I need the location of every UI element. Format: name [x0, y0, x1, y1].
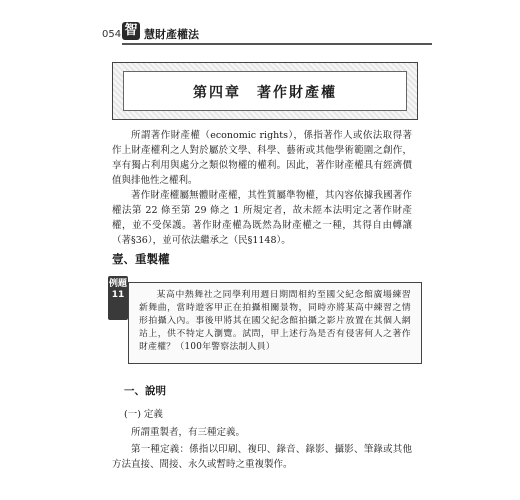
example-body — [128, 282, 422, 364]
example-tab-label: 例題11 — [108, 276, 128, 320]
page-number: 054 — [102, 29, 122, 40]
header-divider — [122, 43, 432, 45]
chapter-title-box — [123, 71, 407, 111]
chapter-title-frame — [112, 62, 418, 120]
explanation-heading: 一、說明 — [124, 385, 166, 397]
definition-subheading: (一) 定義 — [124, 409, 163, 420]
definition-line: 所謂重製者，有三種定義。 — [131, 427, 246, 438]
nature-paragraph: 著作財產權屬無體財產權，其性質屬準物權，其內容依據我國著作權法第 22 條至第 29 條之 1 所規定者，故未經本法明定之著作財產權，並不受保護。著作財產權為既然為財產權之一種，其得自由轉讓（著§36），並可依法繼承之（民§1148）。 — [112, 190, 412, 246]
intro-paragraph: 所謂著作財產權（economic rights），係指著作人或依法取得著作上財產權利之人對於屬於文學、科學、藝術或其他學術範圍之創作，享有獨占利用與處分之類似物權的權利。因此，著作財產權具有經濟價值與排他性之權利。 — [112, 130, 412, 186]
definition-line: 第一種定義：係指以印刷、複印、錄音、錄影、攝影、筆錄或其他方法直接、間接、永久或暫時之重複製作。 — [112, 444, 412, 470]
chapter-title: 第四章 著作財產權 — [193, 85, 337, 101]
example-text: 某高中熱舞社之同學利用週日期間相約至國父紀念館廣場練習新舞曲，當時遊客甲正在拍攝相關景物，同時亦將某高中練習之情形拍攝入內。事後甲將其在國父紀念館拍攝之影片放置在其個人網站上，供不特定人瀏覽。試問，甲上述行為是否有侵害何人之著作財產權？（100年警察法制人員） — [139, 290, 411, 352]
page-header — [102, 22, 432, 44]
book-title: 慧財產權法 — [144, 28, 199, 41]
section-heading: 壹、重製權 — [112, 252, 170, 266]
example-box — [108, 276, 420, 368]
book-badge-icon: 智 — [122, 22, 140, 40]
